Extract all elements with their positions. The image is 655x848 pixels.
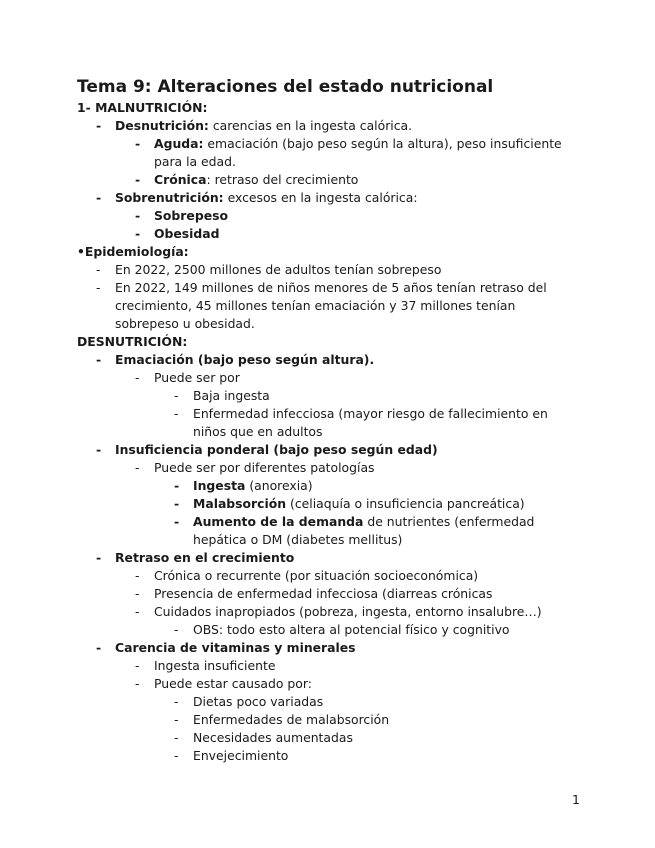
bullet-dash: - (96, 442, 102, 457)
list-item-insuficiencia-ponderal: Insuficiencia ponderal (bajo peso según edad) (115, 442, 438, 457)
list-item-obesidad: Obesidad (154, 226, 220, 241)
cronica-definition: : retraso del crecimiento (206, 172, 359, 187)
bullet-dash: - (96, 118, 102, 133)
bullet-dash: - (96, 190, 102, 205)
list-item-epi-2: En 2022, 149 millones de niños menores de 5 años tenían retraso del (115, 280, 547, 295)
list-item-aguda (154, 135, 562, 153)
list-item-enfermedad-infecciosa-cont: niños que en adultos (193, 424, 323, 439)
list-item-epi-2-cont: crecimiento, 45 millones tenían emaciación y 37 millones tenían (115, 298, 516, 313)
page-title: Tema 9: Alteraciones del estado nutricional (77, 77, 494, 97)
list-item-diferentes-patologias: Puede ser por diferentes patologías (154, 460, 375, 475)
bullet-dash: - (135, 136, 141, 151)
ingesta-detail: (anorexia) (245, 478, 313, 493)
list-item-aumento-demanda (193, 513, 534, 531)
list-item-aumento-demanda-cont: hepática o DM (diabetes mellitus) (193, 532, 403, 547)
list-item-baja-ingesta: Baja ingesta (193, 388, 270, 403)
term-desnutricion: Desnutrición: (115, 118, 209, 133)
bullet-dash: - (96, 550, 102, 565)
term-malabsorcion: Malabsorción (193, 496, 287, 511)
list-item-sobrenutricion (115, 189, 418, 207)
bullet-dash: - (135, 568, 140, 583)
bullet-dash: - (174, 514, 180, 529)
bullet-dash: - (174, 388, 179, 403)
desnutricion-definition: carencias en la ingesta calórica. (208, 118, 413, 133)
list-item-puede-ser-por: Puede ser por (154, 370, 240, 385)
list-item-puede-estar-causado: Puede estar causado por: (154, 676, 312, 691)
bullet-dash: - (135, 226, 141, 241)
list-item-carencia-vitaminas: Carencia de vitaminas y minerales (115, 640, 356, 655)
bullet-dash: - (174, 622, 179, 637)
term-aguda: Aguda: (154, 136, 204, 151)
sobrenutricion-definition: excesos en la ingesta calórica: (223, 190, 418, 205)
term-aumento-demanda: Aumento de la demanda (193, 514, 364, 529)
list-item-ingesta (193, 477, 313, 495)
section-heading-desnutricion: DESNUTRICIÓN: (77, 334, 188, 349)
bullet-dash: - (135, 586, 140, 601)
list-item-dietas: Dietas poco variadas (193, 694, 324, 709)
term-cronica: Crónica (154, 172, 207, 187)
bullet-dash: - (135, 658, 140, 673)
bullet-dash: - (135, 370, 140, 385)
aguda-definition: emaciación (bajo peso según la altura), peso insuficiente (203, 136, 562, 151)
list-item-envejecimiento: Envejecimiento (193, 748, 289, 763)
bullet-dash: - (96, 262, 101, 277)
list-item-cuidados-inapropiados: Cuidados inapropiados (pobreza, ingesta, entorno insalubre…) (154, 604, 542, 619)
bullet-dash: - (174, 712, 179, 727)
bullet-dash: - (96, 352, 102, 367)
term-sobrenutricion: Sobrenutrición: (115, 190, 224, 205)
section-heading-malnutricion: 1- MALNUTRICIÓN: (77, 100, 208, 115)
list-item-cronica (154, 171, 358, 189)
bullet-dash: - (174, 694, 179, 709)
list-item-enfermedad-infecciosa: Enfermedad infecciosa (mayor riesgo de fallecimiento en (193, 406, 548, 421)
bullet-dash: - (135, 208, 141, 223)
list-item-sobrepeso: Sobrepeso (154, 208, 228, 223)
page-number: 1 (572, 792, 580, 807)
list-item-ingesta-insuficiente: Ingesta insuficiente (154, 658, 276, 673)
bullet-dash: - (174, 496, 180, 511)
list-item-cronica-recurrente: Crónica o recurrente (por situación socioeconómica) (154, 568, 479, 583)
bullet-dash: - (174, 478, 180, 493)
bullet-dash: - (135, 604, 140, 619)
list-item-emaciacion: Emaciación (bajo peso según altura). (115, 352, 375, 367)
bullet-dash: - (135, 676, 140, 691)
list-item-malabsorcion (193, 495, 525, 513)
aguda-definition-continued: para la edad. (154, 154, 236, 169)
list-item-epi-1: En 2022, 2500 millones de adultos tenían sobrepeso (115, 262, 442, 277)
list-item-retraso-crecimiento: Retraso en el crecimiento (115, 550, 295, 565)
term-ingesta: Ingesta (193, 478, 246, 493)
bullet-dash: - (135, 172, 141, 187)
malabsorcion-detail: (celiaquía o insuficiencia pancreática) (286, 496, 525, 511)
bullet-dash: - (96, 640, 102, 655)
bullet-dash: - (96, 280, 101, 295)
list-item-desnutricion (115, 117, 412, 135)
bullet-dash: - (174, 406, 179, 421)
bullet-dash: - (174, 730, 179, 745)
section-heading-epidemiologia: •Epidemiología: (77, 244, 189, 259)
list-item-necesidades: Necesidades aumentadas (193, 730, 353, 745)
list-item-obs: OBS: todo esto altera al potencial físico y cognitivo (193, 622, 510, 637)
aumento-demanda-detail: de nutrientes (enfermedad (363, 514, 535, 529)
bullet-dash: - (135, 460, 140, 475)
list-item-epi-2-cont: sobrepeso u obesidad. (115, 316, 255, 331)
bullet-dash: - (174, 748, 179, 763)
list-item-enfermedades-malabsorcion: Enfermedades de malabsorción (193, 712, 390, 727)
list-item-presencia-enfermedad: Presencia de enfermedad infecciosa (diarreas crónicas (154, 586, 493, 601)
